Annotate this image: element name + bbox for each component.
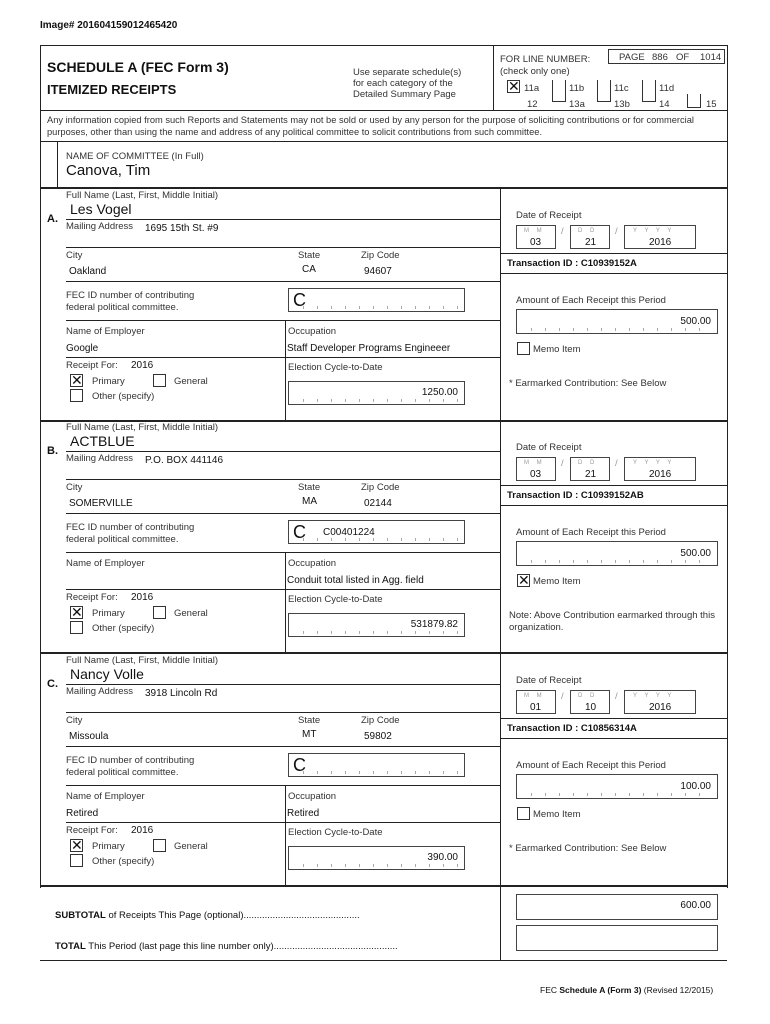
- receipt-for-year: 2016: [131, 592, 154, 603]
- month-value: 01: [530, 702, 542, 713]
- full-name-label: Full Name (Last, First, Middle Initial): [66, 190, 219, 201]
- memo-label: Memo Item: [533, 809, 581, 820]
- day-field[interactable]: [570, 457, 610, 481]
- month-value: 03: [530, 237, 542, 248]
- employer-label: Name of Employer: [66, 558, 145, 569]
- general-checkbox[interactable]: [153, 606, 166, 619]
- mailing-address: 1695 15th St. #9: [145, 223, 219, 234]
- zip-label: Zip Code: [361, 715, 400, 726]
- fec-id-prefix: C: [293, 522, 306, 542]
- city-value: Oakland: [69, 266, 107, 277]
- other-label: Other (specify): [92, 391, 155, 402]
- other-label: Other (specify): [92, 856, 155, 867]
- itemized-title: ITEMIZED RECEIPTS: [47, 82, 177, 97]
- fec-id-prefix: C: [293, 755, 306, 775]
- month-field[interactable]: [516, 690, 556, 714]
- state-label: State: [298, 250, 321, 261]
- transaction-id: Transaction ID : C10939152AB: [507, 490, 644, 501]
- occupation-label: Occupation: [288, 326, 337, 337]
- primary-label: Primary: [92, 608, 125, 619]
- zip-label: Zip Code: [361, 250, 400, 261]
- cycle-label: Election Cycle-to-Date: [288, 362, 383, 373]
- month-field[interactable]: [516, 225, 556, 249]
- amount-value: 500.00: [680, 316, 711, 327]
- year-hint: Y Y Y Y: [633, 228, 675, 234]
- fec-id-label-2: federal political committee.: [66, 534, 179, 545]
- day-value: 10: [585, 702, 597, 713]
- amount-value: 500.00: [680, 548, 711, 559]
- cycle-to-date-field[interactable]: [288, 613, 465, 637]
- committee-name: Canova, Tim: [66, 162, 151, 179]
- date-of-receipt-label: Date of Receipt: [516, 675, 582, 686]
- primary-label: Primary: [92, 841, 125, 852]
- other-checkbox[interactable]: [70, 389, 83, 402]
- occupation-value: Conduit total listed in Agg. field: [287, 575, 424, 586]
- mailing-address-label: Mailing Address: [66, 453, 134, 464]
- page-total: 1014: [700, 52, 722, 63]
- day-hint: D D: [578, 693, 598, 699]
- line-11a-label: 11a: [524, 83, 540, 94]
- footer: FEC Schedule A (Form 3) (Revised 12/2015): [540, 985, 714, 995]
- amount-label: Amount of Each Receipt this Period: [516, 527, 666, 538]
- employer-label: Name of Employer: [66, 326, 145, 337]
- memo-checkbox[interactable]: [517, 574, 530, 587]
- memo-label: Memo Item: [533, 576, 581, 587]
- entry-note: * Earmarked Contribution: See Below: [509, 378, 667, 389]
- cycle-to-date-value: 531879.82: [410, 619, 458, 630]
- full-name-label: Full Name (Last, First, Middle Initial): [66, 422, 219, 433]
- contributor-name: Nancy Volle: [70, 666, 144, 682]
- mailing-address-label: Mailing Address: [66, 221, 134, 232]
- cycle-label: Election Cycle-to-Date: [288, 827, 383, 838]
- other-checkbox[interactable]: [70, 854, 83, 867]
- date-sep-2: /: [615, 691, 618, 702]
- date-sep-1: /: [561, 691, 564, 702]
- general-label: General: [174, 608, 208, 619]
- line-14-label: 14: [659, 99, 670, 110]
- zip-value: 02144: [364, 498, 392, 509]
- memo-label: Memo Item: [533, 344, 581, 355]
- entry-letter: A.: [47, 213, 58, 225]
- schedule-title: SCHEDULE A (FEC Form 3): [47, 59, 229, 75]
- month-hint: M M: [524, 460, 545, 466]
- memo-checkbox[interactable]: [517, 342, 530, 355]
- fec-id-label-2: federal political committee.: [66, 767, 179, 778]
- line-15-checkbox[interactable]: [687, 94, 701, 108]
- year-hint: Y Y Y Y: [633, 693, 675, 699]
- entry-note: * Earmarked Contribution: See Below: [509, 843, 667, 854]
- of-label: OF: [676, 52, 690, 63]
- employer-value: Google: [66, 343, 99, 354]
- cycle-to-date-value: 390.00: [427, 852, 458, 863]
- mailing-address-label: Mailing Address: [66, 686, 134, 697]
- employer-value: Retired: [66, 808, 99, 819]
- occupation-value: Retired: [287, 808, 320, 819]
- occupation-value: Staff Developer Programs Engineeer: [287, 343, 451, 354]
- amount-field[interactable]: [516, 309, 718, 334]
- cycle-label: Election Cycle-to-Date: [288, 594, 383, 605]
- year-value: 2016: [649, 469, 672, 480]
- image-id: Image# 201604159012465420: [40, 20, 178, 31]
- general-label: General: [174, 376, 208, 387]
- transaction-id: Transaction ID : C10939152A: [507, 258, 637, 269]
- amount-field[interactable]: [516, 774, 718, 799]
- committee-label: NAME OF COMMITTEE (In Full): [66, 151, 204, 162]
- day-hint: D D: [578, 228, 598, 234]
- fec-id-prefix: C: [293, 290, 306, 310]
- amount-value: 100.00: [680, 781, 711, 792]
- employer-label: Name of Employer: [66, 791, 145, 802]
- line-11b-checkbox[interactable]: [552, 80, 566, 102]
- year-field[interactable]: [624, 457, 696, 481]
- cycle-to-date-field[interactable]: [288, 381, 465, 405]
- amount-field[interactable]: [516, 541, 718, 566]
- mailing-address: 3918 Lincoln Rd: [145, 688, 218, 699]
- contributor-name: Les Vogel: [70, 201, 132, 217]
- date-sep-1: /: [561, 226, 564, 237]
- other-label: Other (specify): [92, 623, 155, 634]
- fec-id-label-1: FEC ID number of contributing: [66, 755, 195, 766]
- receipt-for-year: 2016: [131, 360, 154, 371]
- fec-id-label-2: federal political committee.: [66, 302, 179, 313]
- full-name-label: Full Name (Last, First, Middle Initial): [66, 655, 219, 666]
- state-label: State: [298, 715, 321, 726]
- subtotal-box[interactable]: [516, 894, 718, 920]
- fec-id-label-1: FEC ID number of contributing: [66, 290, 195, 301]
- entry-letter: C.: [47, 678, 58, 690]
- occupation-label: Occupation: [288, 558, 337, 569]
- city-label: City: [66, 250, 83, 261]
- other-checkbox[interactable]: [70, 621, 83, 634]
- cycle-to-date-field[interactable]: [288, 846, 465, 870]
- year-value: 2016: [649, 702, 672, 713]
- sep-note-2: for each category of the: [353, 78, 453, 89]
- primary-label: Primary: [92, 376, 125, 387]
- entry-note: Note: Above Contribution earmarked through this organization.: [509, 610, 715, 633]
- line-11a-checkbox[interactable]: [507, 80, 520, 93]
- receipt-for-label: Receipt For:: [66, 825, 118, 836]
- line-11c-checkbox[interactable]: [597, 80, 611, 102]
- amount-label: Amount of Each Receipt this Period: [516, 760, 666, 771]
- line-11d-label: 11d: [659, 83, 675, 94]
- state-value: CA: [302, 264, 316, 275]
- fec-id-field[interactable]: [288, 520, 465, 544]
- line-13b-label: 13b: [614, 99, 630, 110]
- city-label: City: [66, 715, 83, 726]
- line-11b-label: 11b: [569, 83, 585, 94]
- month-field[interactable]: [516, 457, 556, 481]
- total-box[interactable]: [516, 925, 718, 951]
- total-label: TOTAL This Period (last page this line number only)...............................................: [55, 941, 398, 952]
- primary-checkbox[interactable]: [70, 606, 83, 619]
- year-value: 2016: [649, 237, 672, 248]
- general-checkbox[interactable]: [153, 374, 166, 387]
- mailing-address: P.O. BOX 441146: [145, 455, 224, 466]
- date-of-receipt-label: Date of Receipt: [516, 210, 582, 221]
- fec-id-field[interactable]: [288, 288, 465, 312]
- day-value: 21: [585, 237, 597, 248]
- city-value: Missoula: [69, 731, 109, 742]
- line-13a-label: 13a: [569, 99, 585, 110]
- state-label: State: [298, 482, 321, 493]
- receipt-for-year: 2016: [131, 825, 154, 836]
- date-sep-1: /: [561, 458, 564, 469]
- notice-text: Any information copied from such Reports and Statements may not be sold or used by any person for the purpose of soliciting contributions or for commercial purposes, other than using the name and address of any political committee to solicit contributions from such committee.: [47, 115, 694, 137]
- day-value: 21: [585, 469, 597, 480]
- sep-note-3: Detailed Summary Page: [353, 89, 456, 100]
- state-value: MT: [302, 729, 317, 740]
- page-label: PAGE: [619, 52, 645, 63]
- state-value: MA: [302, 496, 317, 507]
- day-hint: D D: [578, 460, 598, 466]
- fec-id-value: C00401224: [323, 527, 375, 538]
- month-value: 03: [530, 469, 542, 480]
- contributor-name: ACTBLUE: [70, 433, 135, 449]
- occupation-label: Occupation: [288, 791, 337, 802]
- primary-checkbox[interactable]: [70, 374, 83, 387]
- fec-id-field[interactable]: [288, 753, 465, 777]
- primary-checkbox[interactable]: [70, 839, 83, 852]
- month-hint: M M: [524, 228, 545, 234]
- zip-value: 94607: [364, 266, 392, 277]
- year-field[interactable]: [624, 690, 696, 714]
- month-hint: M M: [524, 693, 545, 699]
- line-11c-label: 11c: [614, 83, 629, 94]
- line-15-label: 15: [706, 99, 717, 110]
- city-label: City: [66, 482, 83, 493]
- subtotal-value: 600.00: [680, 900, 711, 911]
- zip-value: 59802: [364, 731, 392, 742]
- zip-label: Zip Code: [361, 482, 400, 493]
- line-number-label: FOR LINE NUMBER:: [500, 54, 591, 65]
- subtotal-label: SUBTOTAL of Receipts This Page (optional)............................................: [55, 910, 360, 921]
- date-sep-2: /: [615, 226, 618, 237]
- year-field[interactable]: [624, 225, 696, 249]
- general-label: General: [174, 841, 208, 852]
- day-field[interactable]: [570, 225, 610, 249]
- fec-id-label-1: FEC ID number of contributing: [66, 522, 195, 533]
- receipt-for-label: Receipt For:: [66, 592, 118, 603]
- line-12-label: 12: [527, 99, 538, 110]
- general-checkbox[interactable]: [153, 839, 166, 852]
- date-sep-2: /: [615, 458, 618, 469]
- check-only-label: (check only one): [500, 66, 570, 77]
- receipt-for-label: Receipt For:: [66, 360, 118, 371]
- line-11d-checkbox[interactable]: [642, 80, 656, 102]
- year-hint: Y Y Y Y: [633, 460, 675, 466]
- sep-note-1: Use separate schedule(s): [353, 67, 462, 78]
- transaction-id: Transaction ID : C10856314A: [507, 723, 637, 734]
- entry-letter: B.: [47, 445, 58, 457]
- memo-checkbox[interactable]: [517, 807, 530, 820]
- cycle-to-date-value: 1250.00: [421, 387, 458, 398]
- amount-label: Amount of Each Receipt this Period: [516, 295, 666, 306]
- city-value: SOMERVILLE: [69, 498, 133, 509]
- day-field[interactable]: [570, 690, 610, 714]
- date-of-receipt-label: Date of Receipt: [516, 442, 582, 453]
- page-number: 886: [652, 52, 668, 63]
